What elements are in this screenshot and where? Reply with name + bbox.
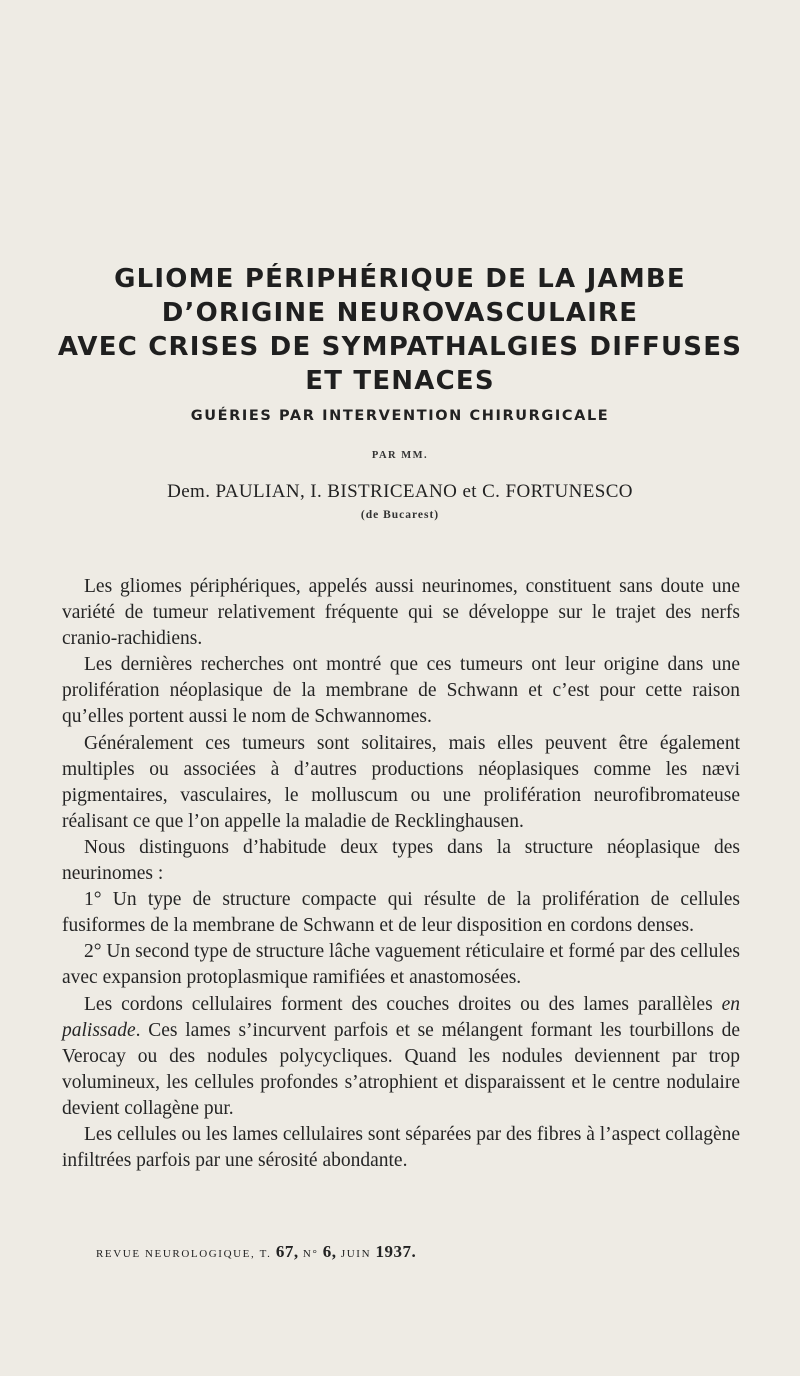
body-paragraph-5: 1° Un type de structure compacte qui résulte de la prolifération de cellules fusiformes de la membrane de Schwann et de leur disposition en cordons denses.	[62, 889, 740, 937]
article-title-line-1: GLIOME PÉRIPHÉRIQUE DE LA JAMBE	[114, 264, 686, 294]
article-title-line-2: D’ORIGINE NEUROVASCULAIRE	[161, 298, 639, 328]
issue-year: 1937.	[375, 1242, 417, 1261]
italic-term: en palissade	[62, 993, 740, 1041]
body-paragraph-6: 2° Un second type de structure lâche vaguement réticulaire et formé par des cellules avec expansion protoplasmique ramifiées et anastomosées.	[62, 941, 740, 989]
body-paragraph-2: Les dernières recherches ont montré que ces tumeurs ont leur origine dans une prolifération néoplasique de la membrane de Schwann et c’est pour cette raison qu’elles portent aussi le nom de Schwannomes.	[62, 654, 740, 728]
issue-month: JUIN	[340, 1248, 372, 1260]
article-title-line-3: AVEC CRISES DE SYMPATHALGIES DIFFUSES	[57, 332, 743, 362]
author-list: Dem. PAULIAN, I. BISTRICEANO et C. FORTUNESCO	[167, 481, 633, 502]
article-title-line-4: ET TENACES	[305, 366, 495, 396]
body-paragraph-7	[62, 992, 740, 1122]
author-affiliation: (de Bucarest)	[360, 509, 440, 521]
article-body	[62, 574, 740, 1174]
body-paragraph-8: Les cellules ou les lames cellulaires sont séparées par des fibres à l’aspect collagène infiltrées parfois par une sérosité abondante.	[62, 1123, 740, 1172]
paragraph-7-text-start: Les cordons cellulaires forment des couches droites ou des lames parallèles	[84, 993, 722, 1015]
article-header	[0, 262, 800, 521]
issue-label: N°	[302, 1248, 319, 1260]
body-paragraph-1: Les gliomes périphériques, appelés aussi neurinomes, constituent sans doute une variété de tumeur relativement fréquente qui se développe sur le trajet des nerfs cranio-rachidiens.	[62, 576, 740, 650]
paragraph-7-text-end: . Ces lames s’incurvent parfois et se mélangent formant les tourbillons de Verocay ou des nodules polycycliques. Quand les nodules deviennent par trop volumineux, les cellules profondes s’atrophient et disparaissent et le centre nodulaire devient collagène pur.	[62, 1019, 740, 1119]
body-paragraph-3: Généralement ces tumeurs sont solitaires, mais elles peuvent être également multiples ou associées à d’autres productions néoplasiques comme les nævi pigmentaires, vasculaires, le molluscum ou une prolifération neurofibromateuse réalisant ce que l’on appelle la maladie de Recklinghausen.	[62, 732, 740, 832]
tome-number: 67,	[275, 1242, 299, 1261]
journal-footer	[96, 1242, 416, 1262]
byline-prefix: PAR MM.	[371, 450, 429, 461]
tome-label: T.	[259, 1248, 272, 1260]
issue-number: 6,	[322, 1242, 337, 1261]
journal-name: REVUE NEUROLOGIQUE,	[96, 1248, 256, 1260]
body-paragraph-4: Nous distinguons d’habitude deux types dans la structure néoplasique des neurinomes :	[62, 836, 740, 885]
article-subtitle: GUÉRIES PAR INTERVENTION CHIRURGICALE	[190, 408, 610, 424]
